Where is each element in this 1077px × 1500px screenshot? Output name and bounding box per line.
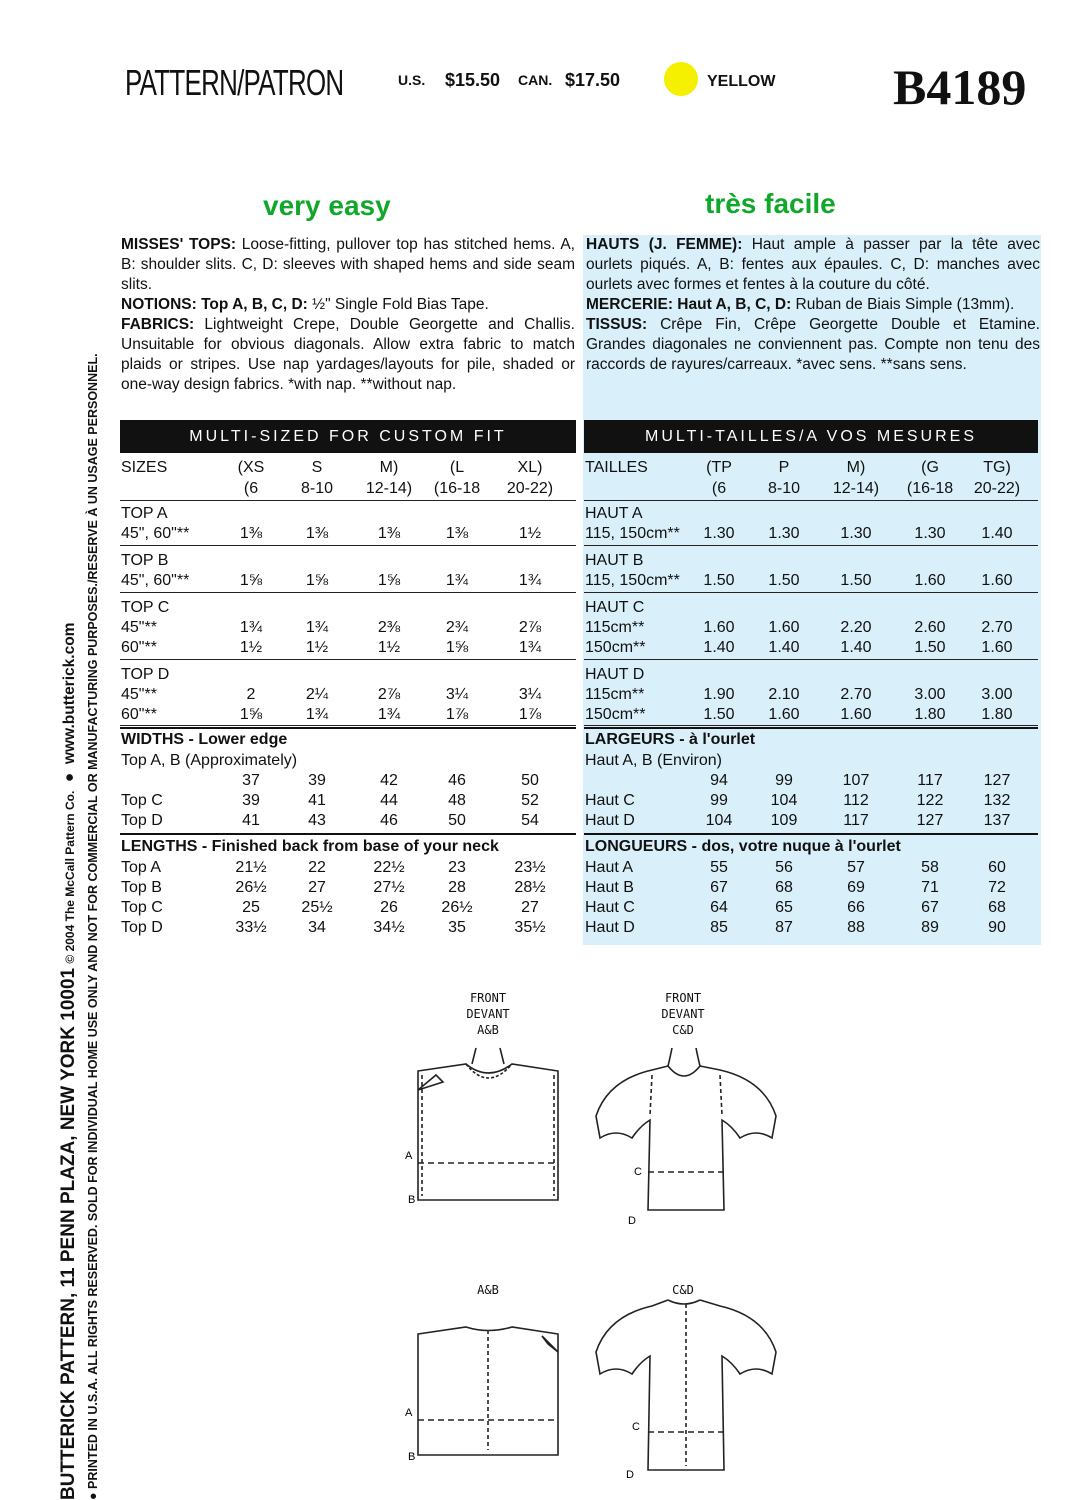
- width-value: 112: [843, 792, 869, 809]
- yardage-value: 1⅜: [305, 525, 329, 542]
- side-publisher: BUTTERICK PATTERN, 11 PENN PLAZA, NEW YORK 10001: [58, 967, 79, 1500]
- yardage-value: 1.60: [840, 706, 872, 723]
- yardage-value: 2⅞: [518, 619, 542, 636]
- yardage-value: 1.50: [703, 572, 735, 589]
- mark-a-front: A: [405, 1150, 413, 1162]
- yardage-value: 2.60: [914, 619, 946, 636]
- yardage-value: 2¾: [445, 619, 469, 636]
- yardage-value: 1¾: [518, 572, 542, 589]
- size-number: 8-10: [767, 480, 801, 497]
- front-cd-drawing: [596, 1048, 776, 1210]
- yardage-value: 2.20: [840, 619, 872, 636]
- length-value: 87: [775, 919, 793, 936]
- yardage-value: 1.50: [703, 706, 735, 723]
- pattern-number: B4189: [893, 59, 1027, 115]
- mark-b-back: B: [408, 1451, 416, 1463]
- width-value: 109: [770, 812, 798, 829]
- notions-text: ½" Single Fold Bias Tape.: [312, 296, 489, 313]
- top-name: TOP A: [121, 505, 168, 522]
- widths-row-label: Top D: [121, 812, 163, 829]
- size-code: (XS: [237, 459, 265, 476]
- length-value: 56: [775, 859, 793, 876]
- mark-b-front: B: [408, 1194, 416, 1206]
- length-value: 23½: [514, 859, 546, 876]
- caption-back-cd: C&D: [672, 1283, 694, 1297]
- length-value: 22: [308, 859, 326, 876]
- lengths-row-label: Top B: [121, 879, 162, 896]
- yardage-value: 2¼: [305, 686, 329, 703]
- length-value: 23: [448, 859, 466, 876]
- width-value: 41: [242, 812, 260, 829]
- widths-title: WIDTHS: [121, 731, 185, 748]
- width-value: 137: [983, 812, 1011, 829]
- yardage-value: 1.60: [703, 619, 735, 636]
- table-rule: [120, 545, 576, 546]
- fabric-width-label: 45", 60"**: [121, 525, 190, 542]
- yardage-value: 2.70: [981, 619, 1013, 636]
- yardage-value: 2⅜: [377, 619, 401, 636]
- size-number: 12-14): [832, 480, 880, 497]
- size-code: (G: [921, 459, 939, 476]
- width-value: 43: [308, 812, 326, 829]
- fabric-width-label: 150cm**: [585, 706, 646, 723]
- length-value: 68: [775, 879, 793, 896]
- tissus-text: Crêpe Fin, Crêpe Georgette Double et Etamine. Grandes diagonales ne conviennent pas. Compte non tenu des raccords de rayures/carreaux. *avec sens. **sans sens.: [586, 316, 1040, 373]
- length-value: 90: [988, 919, 1006, 936]
- size-number: 12-14): [365, 480, 413, 497]
- length-value: 71: [921, 879, 939, 896]
- yardage-value: 1.40: [981, 525, 1013, 542]
- width-value: 99: [775, 772, 793, 789]
- length-value: 65: [775, 899, 793, 916]
- yardage-value: 1⅝: [445, 639, 469, 656]
- yardage-value: 1¾: [518, 639, 542, 656]
- yardage-value: 1.50: [914, 639, 946, 656]
- size-code: P: [778, 459, 790, 476]
- notions-label: NOTIONS: Top A, B, C, D:: [121, 296, 308, 313]
- mark-a-back: A: [405, 1407, 413, 1419]
- size-code: XL): [517, 459, 543, 476]
- length-value: 25: [242, 899, 260, 916]
- lengths-row-label: Haut C: [585, 899, 635, 916]
- length-value: 89: [921, 919, 939, 936]
- width-value: 48: [448, 792, 466, 809]
- width-value: 46: [448, 772, 466, 789]
- widths-subtitle: - Lower edge: [184, 731, 288, 748]
- yardage-value: 1¾: [445, 572, 469, 589]
- fabric-width-label: 45", 60"**: [121, 572, 190, 589]
- difficulty-title-en: very easy: [263, 190, 391, 221]
- yardage-value: 1.60: [981, 639, 1013, 656]
- color-label: YELLOW: [707, 73, 776, 90]
- fabric-width-label: 45"**: [121, 619, 157, 636]
- width-value: 41: [308, 792, 326, 809]
- length-value: 25½: [301, 899, 333, 916]
- mark-d-front: D: [628, 1215, 636, 1227]
- width-value: 127: [983, 772, 1011, 789]
- top-name: TOP B: [121, 552, 169, 569]
- yardage-value: 1⅜: [377, 525, 401, 542]
- table-rule: [584, 500, 1038, 501]
- yardage-value: 1¾: [305, 619, 329, 636]
- length-value: 68: [988, 899, 1006, 916]
- caption-front-cd: FRONT DEVANT C&D: [661, 991, 705, 1037]
- lengths-heading: [585, 838, 901, 856]
- fabric-width-label: 115, 150cm**: [585, 525, 680, 542]
- table-rule: [584, 725, 1038, 726]
- length-value: 28½: [514, 879, 546, 896]
- yardage-value: 1.50: [840, 572, 872, 589]
- us-price-label: U.S.: [398, 72, 426, 88]
- fabric-width-label: 115cm**: [585, 619, 645, 636]
- lengths-row-label: Top D: [121, 919, 163, 936]
- top-name: HAUT D: [585, 666, 645, 683]
- widths-row-label: Top C: [121, 792, 163, 809]
- yardage-value: 1⅝: [305, 572, 329, 589]
- lengths-row-label: Top C: [121, 899, 163, 916]
- size-code: (L: [449, 459, 465, 476]
- size-number: (16-18: [433, 480, 481, 497]
- side-website: www.butterick.com: [61, 622, 78, 765]
- length-value: 27: [308, 879, 326, 896]
- hauts-label: HAUTS (J. FEMME):: [586, 236, 743, 253]
- yardage-value: 3¼: [445, 686, 469, 703]
- size-code: M): [846, 459, 866, 476]
- side-rights: PRINTED IN U.S.A. ALL RIGHTS RESERVED. SOLD FOR INDIVIDUAL HOME USE ONLY AND NOT FOR COMMERCIAL OR MANUFACTURING PURPOSES./RESERVE À UN USAGE PERSONNEL.: [86, 353, 100, 1489]
- yardage-value: 1¾: [377, 706, 401, 723]
- length-value: 35½: [514, 919, 546, 936]
- misses-tops-label: MISSES' TOPS:: [121, 236, 237, 253]
- length-value: 26½: [441, 899, 473, 916]
- length-value: 26½: [235, 879, 267, 896]
- yardage-value: 1.40: [703, 639, 735, 656]
- width-value: 50: [521, 772, 539, 789]
- length-value: 60: [988, 859, 1006, 876]
- widths-subtitle: - à l'ourlet: [674, 731, 756, 748]
- yardage-value: 1.60: [914, 572, 946, 589]
- misses-tops-text: Loose-fitting, pullover top has stitched hems. A, B: shoulder slits. C, D: sleeves with shaped hems and side seam slits.: [121, 236, 575, 293]
- can-price-label: CAN.: [518, 72, 553, 88]
- yardage-value: 1.30: [840, 525, 872, 542]
- yardage-value: 1⅞: [518, 706, 542, 723]
- length-value: 27½: [373, 879, 405, 896]
- width-value: 50: [448, 812, 466, 829]
- pattern-label: PATTERN/PATRON: [125, 62, 344, 103]
- table-rule: [120, 659, 576, 660]
- side-copyright: © 2004 The McCall Pattern Co.: [63, 790, 77, 964]
- yardage-value: 1.90: [703, 686, 735, 703]
- widths-note: Haut A, B (Environ): [585, 752, 722, 769]
- top-name: TOP C: [121, 599, 170, 616]
- fabric-width-label: 150cm**: [585, 639, 646, 656]
- length-value: 28: [448, 879, 466, 896]
- caption-back-ab: A&B: [477, 1283, 499, 1297]
- width-value: 104: [705, 812, 733, 829]
- top-name: HAUT A: [585, 505, 643, 522]
- width-value: 122: [916, 792, 944, 809]
- yardage-value: 1⅜: [445, 525, 469, 542]
- size-number: (6: [243, 480, 259, 497]
- length-value: 67: [921, 899, 939, 916]
- yardage-value: 1.30: [768, 525, 800, 542]
- table-rule: [584, 833, 1038, 835]
- fabric-width-label: 45"**: [121, 686, 157, 703]
- back-cd-drawing: [596, 1300, 776, 1470]
- width-value: 127: [916, 812, 944, 829]
- width-value: 104: [770, 792, 798, 809]
- widths-heading: [585, 731, 755, 749]
- length-value: 33½: [235, 919, 267, 936]
- length-value: 88: [847, 919, 865, 936]
- width-value: 46: [380, 812, 398, 829]
- table-rule: [120, 725, 576, 726]
- length-value: 55: [710, 859, 728, 876]
- yardage-value: 2⅞: [377, 686, 401, 703]
- table-rule: [120, 833, 576, 835]
- us-price: $15.50: [445, 70, 501, 90]
- fabrics-label: FABRICS:: [121, 316, 195, 333]
- length-value: 26: [380, 899, 398, 916]
- lengths-subtitle: - Finished back from base of your neck: [197, 838, 499, 855]
- fabric-width-label: 115cm**: [585, 686, 645, 703]
- width-value: 99: [710, 792, 728, 809]
- yardage-value: 1.30: [914, 525, 946, 542]
- length-value: 21½: [235, 859, 267, 876]
- length-value: 34½: [373, 919, 405, 936]
- size-code: S: [311, 459, 323, 476]
- length-value: 85: [710, 919, 728, 936]
- yardage-value: 1.60: [768, 619, 800, 636]
- width-value: 54: [521, 812, 539, 829]
- table-rule: [584, 545, 1038, 546]
- yardage-value: 3¼: [518, 686, 542, 703]
- widths-heading: [121, 731, 287, 749]
- yardage-value: 1½: [377, 639, 401, 656]
- yardage-value: 1.60: [981, 572, 1013, 589]
- mark-c-front: C: [634, 1166, 642, 1178]
- top-name: TOP D: [121, 666, 170, 683]
- yardage-value: 1⅜: [239, 525, 263, 542]
- table-header-bar-fr: MULTI-TAILLES/A VOS MESURES: [584, 420, 1038, 453]
- yardage-value: 1½: [239, 639, 263, 656]
- width-value: 39: [242, 792, 260, 809]
- yardage-value: 1.50: [768, 572, 800, 589]
- width-value: 94: [710, 772, 728, 789]
- size-code: M): [379, 459, 399, 476]
- yardage-value: 1½: [518, 525, 542, 542]
- widths-note: Top A, B (Approximately): [121, 752, 298, 769]
- yardage-value: 1¾: [305, 706, 329, 723]
- widths-title: LARGEURS: [585, 731, 675, 748]
- yardage-value: 2.10: [768, 686, 800, 703]
- width-value: 37: [242, 772, 260, 789]
- yardage-value: 1.80: [981, 706, 1013, 723]
- length-value: 58: [921, 859, 939, 876]
- size-number: 8-10: [300, 480, 334, 497]
- widths-row-label: Haut D: [585, 812, 635, 829]
- widths-row-label: Haut C: [585, 792, 635, 809]
- lengths-title: LONGUEURS: [585, 838, 688, 855]
- length-value: 67: [710, 879, 728, 896]
- yardage-value: 1.40: [840, 639, 872, 656]
- yardage-value: 1¾: [239, 619, 263, 636]
- length-value: 69: [847, 879, 865, 896]
- length-value: 22½: [373, 859, 405, 876]
- table-header-bar-en: MULTI-SIZED FOR CUSTOM FIT: [120, 420, 576, 453]
- lengths-row-label: Haut B: [585, 879, 634, 896]
- tissus-label: TISSUS:: [586, 316, 648, 333]
- width-value: 107: [842, 772, 870, 789]
- yardage-value: 1.40: [768, 639, 800, 656]
- hauts-text: Haut ample à passer par la tête avec ourlets piqués. A, B: fentes aux épaules. C, D: manches avec ourlets avec formes et fentes à la couture du côté.: [586, 236, 1040, 293]
- width-value: 52: [521, 792, 539, 809]
- length-value: 57: [847, 859, 865, 876]
- size-number: 20-22): [506, 480, 554, 497]
- lengths-row-label: Haut A: [585, 859, 634, 876]
- length-value: 64: [710, 899, 728, 916]
- yardage-value: 1.60: [768, 706, 800, 723]
- back-ab-drawing: [418, 1327, 558, 1455]
- size-code: TG): [983, 459, 1011, 476]
- width-value: 44: [380, 792, 398, 809]
- size-number: 20-22): [973, 480, 1021, 497]
- length-value: 35: [448, 919, 466, 936]
- lengths-subtitle: - dos, votre nuque à l'ourlet: [687, 838, 901, 855]
- top-name: HAUT B: [585, 552, 644, 569]
- length-value: 66: [847, 899, 865, 916]
- lengths-row-label: Haut D: [585, 919, 635, 936]
- size-code: (TP: [706, 459, 732, 476]
- width-value: 39: [308, 772, 326, 789]
- table-rule: [120, 592, 576, 593]
- length-value: 72: [988, 879, 1006, 896]
- caption-front-ab: FRONT DEVANT A&B: [466, 991, 510, 1037]
- width-value: 117: [917, 772, 943, 789]
- yardage-value: 3.00: [981, 686, 1013, 703]
- lengths-title: LENGTHS: [121, 838, 198, 855]
- yardage-value: 2.70: [840, 686, 872, 703]
- table-rule: [584, 592, 1038, 593]
- table-rule: [120, 500, 576, 501]
- yardage-value: 2: [246, 686, 256, 703]
- sizes-label: SIZES: [121, 459, 168, 476]
- width-value: 132: [983, 792, 1011, 809]
- yardage-value: 1⅝: [239, 706, 263, 723]
- yardage-value: 1½: [305, 639, 329, 656]
- lengths-row-label: Top A: [121, 859, 162, 876]
- fabric-width-label: 60"**: [121, 639, 157, 656]
- width-value: 117: [843, 812, 869, 829]
- mercerie-text: Ruban de Biais Simple (13mm).: [795, 296, 1015, 313]
- table-rule: [120, 727, 576, 729]
- yardage-value: 1.80: [914, 706, 946, 723]
- yardage-value: 1.30: [703, 525, 735, 542]
- table-rule: [584, 659, 1038, 660]
- yardage-value: 3.00: [914, 686, 946, 703]
- mercerie-label: MERCERIE: Haut A, B, C, D:: [586, 296, 792, 313]
- side-rights-text: ● PRINTED IN U.S.A. ALL RIGHTS RESERVED. SOLD FOR INDIVIDUAL HOME USE ONLY AND NOT FOR COMMERCIAL OR MANUFACTURING PURPOSES./RESERVE À UN USAGE PERSONNEL.: [86, 353, 100, 1500]
- length-value: 27: [521, 899, 539, 916]
- yardage-value: 1⅞: [445, 706, 469, 723]
- length-value: 34: [308, 919, 326, 936]
- front-ab-drawing: [418, 1048, 558, 1200]
- mark-d-back: D: [626, 1469, 634, 1481]
- table-rule: [584, 727, 1038, 729]
- yardage-value: 1⅝: [239, 572, 263, 589]
- can-price: $17.50: [565, 70, 621, 90]
- side-legal-text: BUTTERICK PATTERN, 11 PENN PLAZA, NEW YORK 10001 © 2004 The McCall Pattern Co. ● www.butterick.com: [58, 622, 79, 1500]
- size-number: (6: [711, 480, 727, 497]
- width-value: 42: [380, 772, 398, 789]
- fabric-width-label: 60"**: [121, 706, 157, 723]
- mark-c-back: C: [632, 1421, 640, 1433]
- fabrics-text: Lightweight Crepe, Double Georgette and Challis. Unsuitable for obvious diagonals. Allow extra fabric to match plaids or stripes. Use nap yardages/layouts for pile, shaded or one-way design fabrics. *with nap. **without nap.: [121, 316, 575, 393]
- difficulty-title-fr: très facile: [705, 188, 836, 219]
- size-number: (16-18: [906, 480, 954, 497]
- sizes-label: TAILLES: [585, 459, 648, 476]
- yardage-value: 1⅝: [377, 572, 401, 589]
- top-name: HAUT C: [585, 599, 645, 616]
- fabric-width-label: 115, 150cm**: [585, 572, 680, 589]
- lengths-heading: [121, 838, 499, 856]
